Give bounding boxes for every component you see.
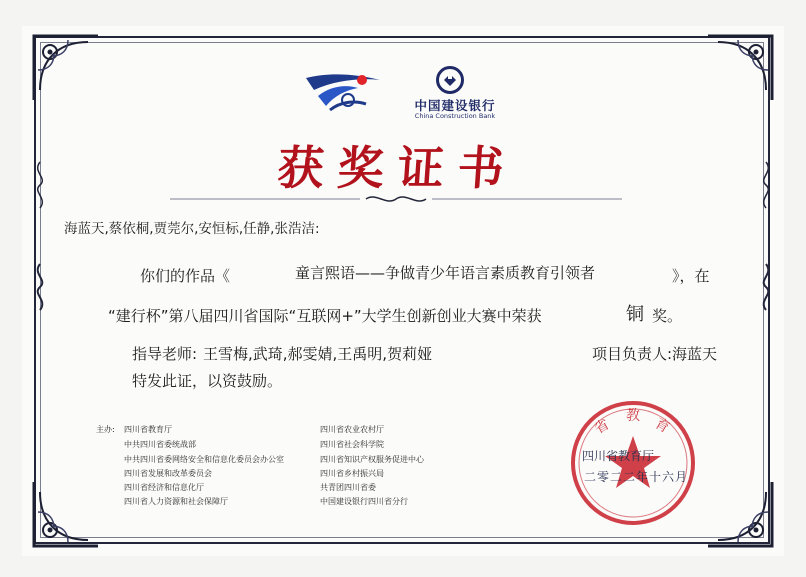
- seal-date: 二零二二年十六月: [584, 470, 689, 484]
- svg-text:育: 育: [652, 415, 673, 437]
- award-level: 铜: [626, 304, 644, 325]
- host-item: 四川省知识产权服务促进中心: [320, 455, 424, 464]
- project-leader: 项目负责人:海蓝天: [592, 345, 718, 363]
- side-ornament-right: [756, 262, 776, 312]
- certificate-title: 获奖证书: [275, 141, 520, 195]
- host-label: 主办:: [96, 425, 115, 434]
- title-divider: [170, 192, 622, 206]
- seal-organization: 四川省教育厅: [582, 449, 655, 463]
- side-ornament-left: [30, 262, 50, 312]
- side-ornament-left-upper: [30, 160, 50, 210]
- host-item: 四川省农业农村厅: [320, 425, 384, 434]
- advisor-names: 王雪梅,武琦,郝雯婧,王禹明,贺莉娅: [203, 345, 433, 363]
- ccb-bank-logo-icon: [436, 66, 464, 94]
- bank-name-en: China Construction Bank: [414, 112, 496, 120]
- corner-ornament-top-left: [28, 30, 102, 104]
- host-item: 中国建设银行四川省分行: [320, 497, 408, 506]
- svg-text:教: 教: [626, 408, 640, 424]
- host-item: 中共四川省委统战部: [124, 440, 196, 449]
- host-item: 四川省社会科学院: [320, 440, 384, 449]
- corner-ornament-bottom-left: [28, 478, 102, 552]
- host-item: 四川省经济和信息化厅: [124, 483, 204, 492]
- award-suffix: 奖。: [652, 307, 683, 325]
- host-item: 中共四川省委网络安全和信息化委员会办公室: [124, 455, 284, 464]
- host-item: 共青团四川省委: [320, 483, 376, 492]
- work-title: 童言熙语——争做青少年语言素质教育引领者: [295, 264, 596, 282]
- corner-ornament-bottom-right: [704, 478, 778, 552]
- closing-line: 特发此证，以资鼓励。: [132, 372, 283, 390]
- work-prefix: 你们的作品《: [140, 267, 231, 285]
- corner-ornament-top-right: [704, 30, 778, 104]
- host-item: 四川省发展和改革委员会: [124, 469, 212, 478]
- contest-logo: [300, 68, 384, 116]
- advisor-label: 指导老师:: [132, 345, 198, 363]
- svg-text:省: 省: [592, 416, 613, 438]
- bank-name-cn: 中国建设银行: [414, 98, 496, 113]
- competition-line: “建行杯”第八届四川省国际“互联网+”大学生创新创业大赛中荣获: [108, 307, 542, 325]
- side-ornament-right-upper: [756, 160, 776, 210]
- recipient-names: 海蓝天,蔡依桐,贾莞尔,安恒标,任静,张浩洁:: [64, 221, 320, 237]
- work-suffix: 》，在: [672, 267, 710, 285]
- host-item: 四川省教育厅: [124, 425, 172, 434]
- host-item: 四川省人力资源和社会保障厅: [124, 497, 228, 506]
- host-item: 四川省乡村振兴局: [320, 469, 384, 478]
